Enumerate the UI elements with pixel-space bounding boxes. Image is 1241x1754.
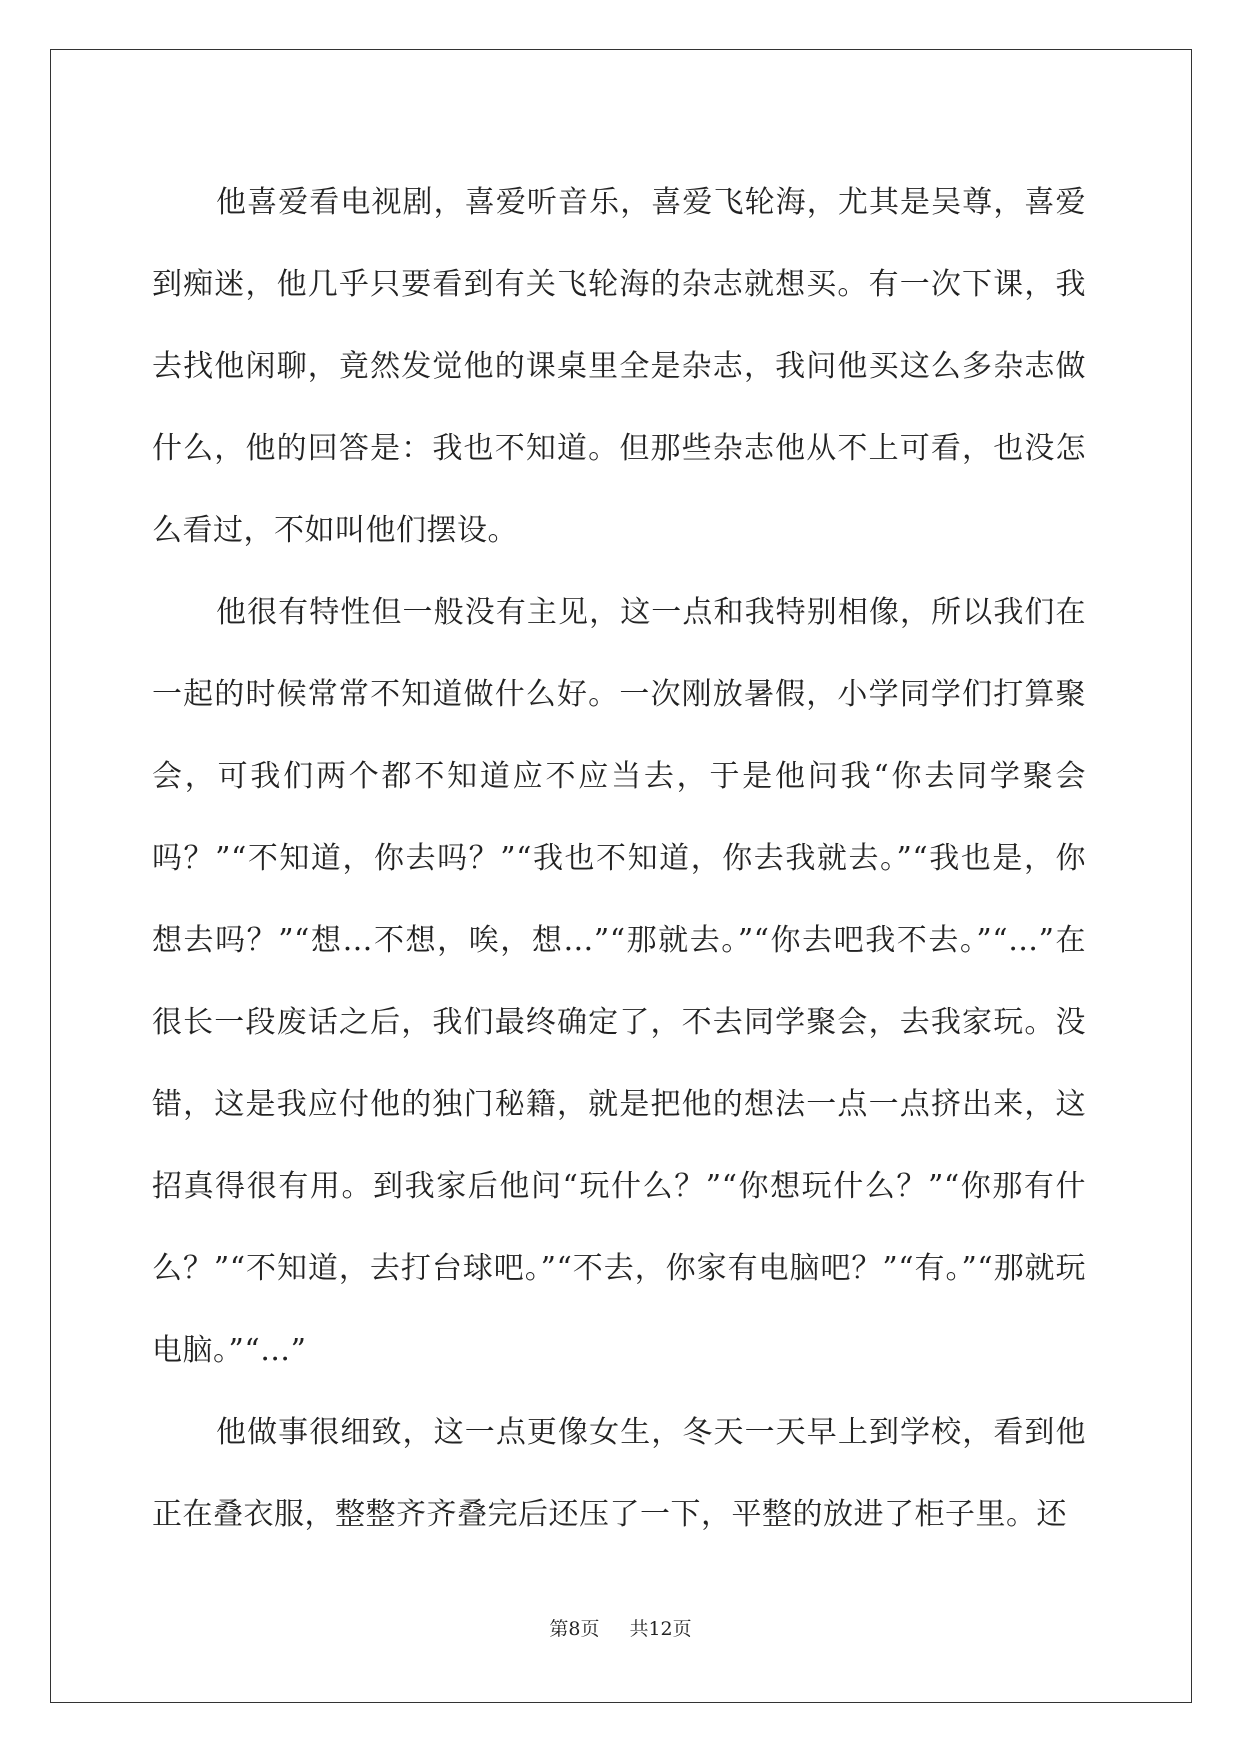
page-number: 第8页 bbox=[549, 1618, 600, 1640]
page-total: 共12页 bbox=[629, 1618, 692, 1640]
page-footer bbox=[0, 1614, 1241, 1641]
paragraph-2: 他很有特性但一般没有主见，这一点和我特别相像，所以我们在一起的时候常常不知道做什么好。一次刚放暑假，小学同学们打算聚会，可我们两个都不知道应不应当去，于是他问我“你去同学聚会吗？”“不知道，你去吗？”“我也不知道，你去我就去。”“我也是，你想去吗？”“想…不想，唉，想…”“那就去。”“你去吧我不去。”“…”在很长一段废话之后，我们最终确定了，不去同学聚会，去我家玩。没错，这是我应付他的独门秘籍，就是把他的想法一点一点挤出来，这招真得很有用。到我家后他问“玩什么？”“你想玩什么？”“你那有什么？”“不知道，去打台球吧。”“不去，你家有电脑吧？”“有。”“那就玩电脑。”“…” bbox=[152, 595, 1086, 1368]
paragraph-1: 他喜爱看电视剧，喜爱听音乐，喜爱飞轮海，尤其是吴尊，喜爱到痴迷，他几乎只要看到有关飞轮海的杂志就想买。有一次下课，我去找他闲聊，竟然发觉他的课桌里全是杂志，我问他买这么多杂志做什么，他的回答是：我也不知道。但那些杂志他从不上可看，也没怎么看过，不如叫他们摆设。 bbox=[152, 185, 1086, 548]
paragraph-3: 他做事很细致，这一点更像女生，冬天一天早上到学校，看到他正在叠衣服，整整齐齐叠完后还压了一下，平整的放进了柜子里。还 bbox=[152, 1415, 1086, 1532]
document-body bbox=[152, 162, 1086, 1556]
